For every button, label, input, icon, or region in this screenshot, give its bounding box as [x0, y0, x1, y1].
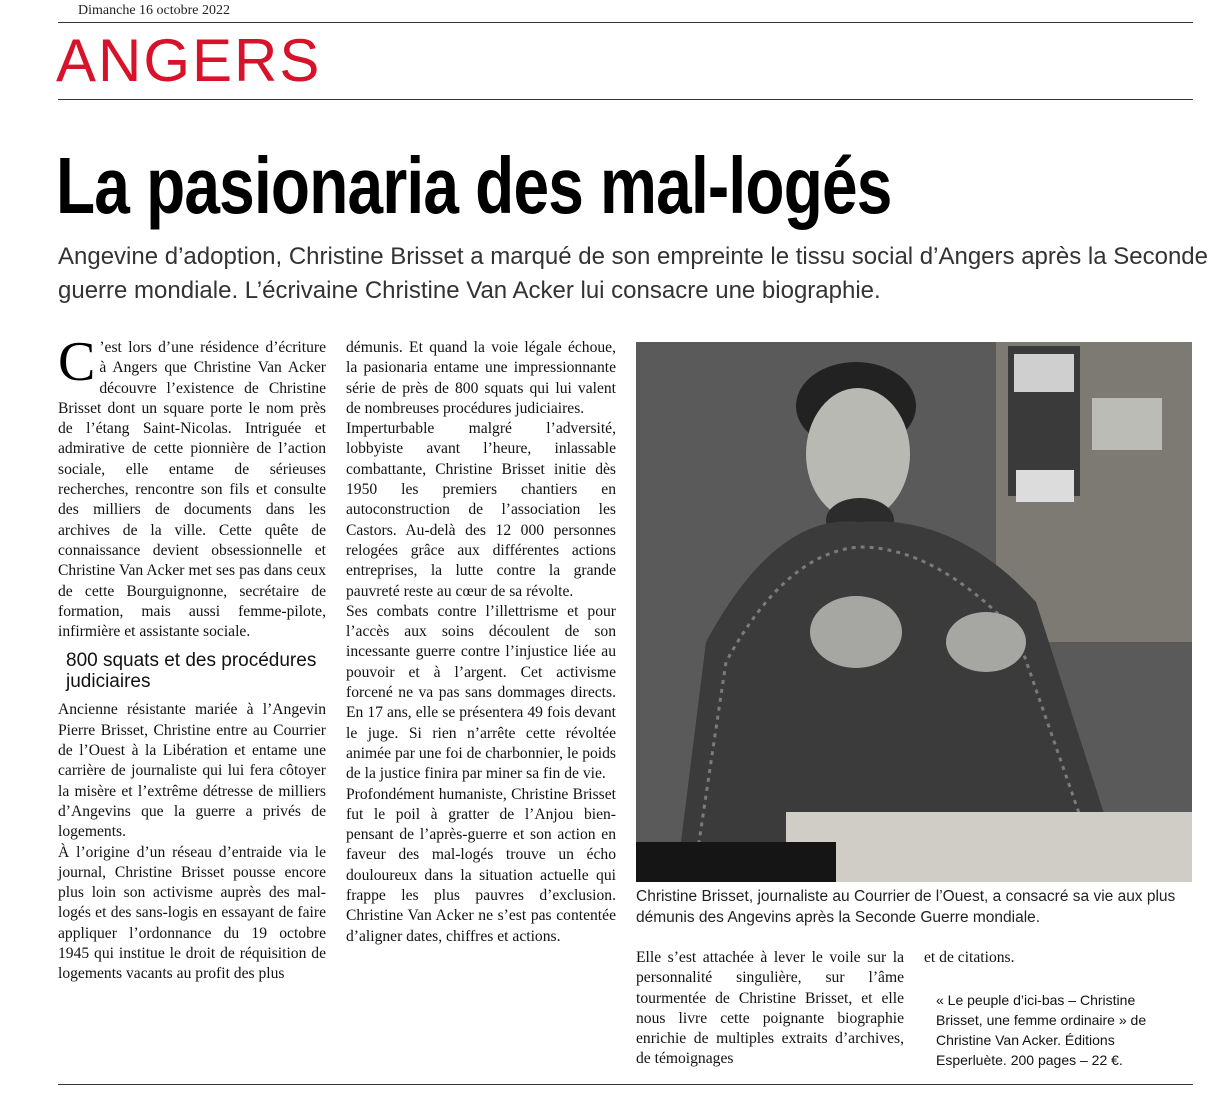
article-photo: [636, 342, 1192, 882]
section-title: ANGERS: [56, 27, 322, 94]
paragraph: Ancienne résistante mariée à l’Angevin Pierre Brisset, Christine entre au Courrier de l’Ouest à la Libération et entame une carrière de journaliste qui lui fera côtoyer la misère et l’extrême détresse de milliers d’Angevins que la guerre a privés de logements.: [58, 701, 326, 841]
bottom-rule: [58, 1084, 1193, 1085]
top-rule: [58, 22, 1193, 23]
paragraph-intro-text: ’est lors d’une résidence d’écriture à Angers que Christine Van Acker découvre l’existence de Christine Brisset dont un square porte le nom près de l’étang Saint-Nicolas. Intriguée et admirative de cette pionnière de l’action sociale, elle entame de sérieuses recherches, rencontre son fils et consulte des milliers de documents dans les archives de la ville. Cette quête de connaissance devient obsessionnelle et Christine Van Acker met ses pas dans ceux de cette Bourguignonne, secrétaire de formation, mais aussi femme-pilote, infirmière et assistante sociale.: [58, 339, 326, 641]
drop-cap: C: [58, 331, 96, 393]
subheading: 800 squats et des procédures judiciaires: [66, 650, 317, 693]
text-column-1: [58, 331, 326, 985]
paragraph: Elle s’est attachée à lever le voile sur la personnalité singulière, sur l’âme tourmentée de Christine Brisset, et elle nous livre cette poignante biographie enrichie de multiples extraits d’archives, de témoignages: [636, 949, 904, 1068]
photo-caption: Christine Brisset, journaliste au Courrier de l’Ouest, a consacré sa vie aux plus démunis des Angevins après la Seconde Guerre mondiale.: [636, 888, 1176, 926]
book-credit: « Le peuple d’ici-bas – Christine Brisset, une femme ordinaire » de Christine Van Acker. Éditions Esperluète. 200 pages – 22 €.: [936, 992, 1147, 1069]
paragraph: Ses combats contre l’illettrisme et pour l’accès aux soins découlent de son incessante guerre contre l’injustice liée au pouvoir et à l’argent. Cet activisme forcené ne va pas sans dommages directs. En 17 ans, elle se présentera 49 fois devant le juge. Si rien n’arrête cette révoltée animée par une foi de charbonnier, le poids de la justice finira par miner sa fin de vie.: [346, 602, 616, 783]
article-headline: La pasionaria des mal-logés: [56, 141, 892, 230]
article-standfirst: Angevine d’adoption, Christine Brisset a marqué de son empreinte le tissu social d’Angers après la Seconde guerre mondiale. L’écrivaine Christine Van Acker lui consacre une biographie.: [58, 243, 1208, 304]
section-rule: [58, 99, 1193, 100]
photo-illustration: [636, 342, 1192, 882]
paragraph: Imperturbable malgré l’adversité, lobbyiste avant l’heure, inlassable combattante, Christine Brisset initie dès 1950 les premiers chantiers en autoconstruction de l’association les Castors. Au-delà des 12 000 personnes relogées grâce aux différentes actions entreprises, la lutte contre la grande pauvreté reste au cœur de sa révolte.: [346, 420, 616, 600]
text-column-4: [924, 948, 1172, 1070]
text-column-2: [346, 338, 616, 947]
paragraph: À l’origine d’un réseau d’entraide via le journal, Christine Brisset pousse encore plus loin son activisme auprès des mal-logés et des sans-logis en essayant de faire appliquer l’ordonnance du 19 octobre 1945 qui institue le droit de réquisition de logements vacants au profit des plus: [58, 843, 326, 983]
paragraph: Profondément humaniste, Christine Brisset fut le poil à gratter de l’Anjou bien-pensant de l’après-guerre et son action en faveur des mal-logés trouve un écho douloureux dans la situation actuelle qui frappe les plus pauvres d’exclusion. Christine Van Acker ne s’est pas contentée d’aligner dates, chiffres et actions.: [346, 785, 616, 945]
paragraph-intro: [58, 331, 326, 642]
text-column-3: [636, 948, 904, 1070]
paragraph: démunis. Et quand la voie légale échoue, la pasionaria entame une impressionnante série de près de 800 squats qui lui valent de nombreuses procédures judiciaires.: [346, 339, 616, 417]
issue-date: Dimanche 16 octobre 2022: [78, 3, 231, 18]
paragraph: et de citations.: [924, 949, 1015, 966]
